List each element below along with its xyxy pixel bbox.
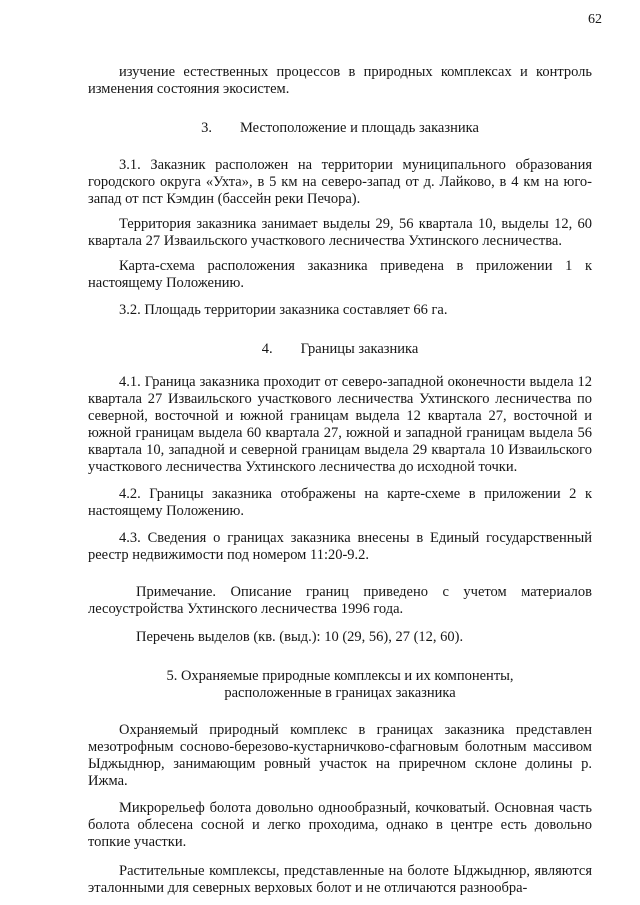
section-4-title: Границы заказника [300, 341, 419, 357]
section-5-title-line-2: расположенные в границах заказника [224, 685, 456, 701]
section-5-paragraph-1: Охраняемый природный комплекс в границах заказника представлен мезотрофным сосново-березово-кустарничково-сфагновым болотным массивом Ыджыднюр, занимающим ровный участок на приречном склоне долины р. Ижма. [88, 722, 592, 789]
section-4-paragraph-1: 4.1. Граница заказника проходит от северо-западной оконечности выдела 12 квартала 27 Изваильского участкового лесничества Ухтинского лесничества по северной, восточной и южной границам выдела 12 квартала 27, восточной и южной границам выдела 60 квартала 27, южной и западной границам выдела 56 квартала 10, западной и северной границам выдела 29 квартала 10 Изваильского участкового лесничества Ухтинского лесничества до исходной точки. [88, 374, 592, 475]
section-3-title: Местоположение и площадь заказника [239, 120, 479, 136]
section-3-paragraph-4: 3.2. Площадь территории заказника составляет 66 га. [119, 302, 448, 318]
section-4-paragraph-3: 4.3. Сведения о границах заказника внесены в Единый государственный реестр недвижимости под номером 11:20-9.2. [88, 530, 592, 563]
section-3-heading [88, 120, 592, 137]
section-4-paragraph-2: 4.2. Границы заказника отображены на карте-схеме в приложении 2 к настоящему Положению. [88, 486, 592, 519]
section-4-parcel-list: Перечень выделов (кв. (выд.): 10 (29, 56), 27 (12, 60). [136, 629, 464, 645]
section-5-paragraph-3: Растительные комплексы, представленные на болоте Ыджыднюр, являются эталонными для северных верховых болот и не отличаются разнообра- [88, 863, 592, 896]
section-5-paragraph-2: Микрорельеф болота довольно однообразный, кочковатый. Основная часть болота облесена сосной и легко проходима, однако в центре есть довольно топкие участки. [88, 800, 592, 850]
intro-paragraph: изучение естественных процессов в природных комплексах и контроль изменения состояния экосистем. [88, 64, 592, 97]
section-4-number: 4. [261, 341, 273, 357]
section-5-heading [88, 668, 592, 702]
section-4-note: Примечание. Описание границ приведено с учетом материалов лесоустройства Ухтинского лесничества 1996 года. [88, 584, 592, 617]
section-4-heading [88, 341, 592, 358]
section-3-paragraph-1: 3.1. Заказник расположен на территории муниципального образования городского округа «Ухта», в 5 км на северо-запад от д. Лайково, в 4 км на юго-запад от пст Кэмдин (бассейн реки Печора). [88, 157, 592, 207]
section-3-paragraph-2: Территория заказника занимает выделы 29, 56 квартала 10, выделы 12, 60 квартала 27 Изваильского участкового лесничества Ухтинского лесничества. [88, 216, 592, 249]
section-3-number: 3. [201, 120, 212, 136]
section-5-title-line-1: 5. Охраняемые природные комплексы и их компоненты, [166, 668, 514, 684]
section-3-paragraph-3: Карта-схема расположения заказника приведена в приложении 1 к настоящему Положению. [88, 258, 592, 291]
document-body [88, 64, 592, 897]
page-number: 62 [588, 12, 602, 27]
